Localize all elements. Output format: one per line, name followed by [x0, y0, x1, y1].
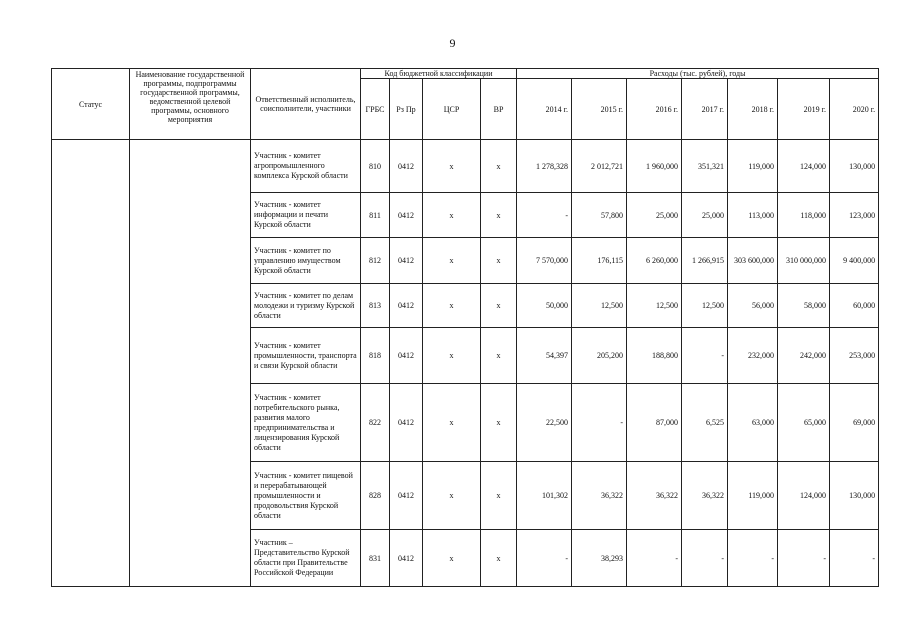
- row-responsible: Участник - комитет пищевой и перерабатывающей промышленности и продовольствия Курской области: [251, 462, 361, 530]
- row-rzpr: 0412: [390, 384, 423, 462]
- row-value-2020: 9 400,000: [830, 238, 879, 284]
- header-responsible: Ответственный исполнитель, соисполнители, участники: [251, 69, 361, 140]
- row-grbs: 813: [361, 284, 390, 328]
- row-value-2016: 36,322: [627, 462, 682, 530]
- row-value-2019: -: [778, 530, 830, 587]
- row-value-2016: -: [627, 530, 682, 587]
- row-value-2014: 1 278,328: [517, 140, 572, 193]
- row-vr: х: [481, 193, 517, 238]
- row-value-2020: 60,000: [830, 284, 879, 328]
- table-header: [52, 69, 879, 140]
- row-value-2015: 36,322: [572, 462, 627, 530]
- row-rzpr: 0412: [390, 193, 423, 238]
- row-value-2014: -: [517, 193, 572, 238]
- header-year-2014: 2014 г.: [517, 79, 572, 140]
- row-value-2015: 38,293: [572, 530, 627, 587]
- row-value-2016: 1 960,000: [627, 140, 682, 193]
- status-cell: [52, 140, 130, 587]
- header-year-2019: 2019 г.: [778, 79, 830, 140]
- row-grbs: 810: [361, 140, 390, 193]
- header-code-group: Код бюджетной классификации: [361, 69, 517, 79]
- header-code-grbs: ГРБС: [361, 79, 390, 140]
- row-value-2020: 123,000: [830, 193, 879, 238]
- row-value-2019: 118,000: [778, 193, 830, 238]
- row-csr: х: [423, 193, 481, 238]
- budget-table: [51, 68, 879, 587]
- row-responsible: Участник - комитет по управлению имуществом Курской области: [251, 238, 361, 284]
- table-body: [52, 140, 879, 587]
- row-value-2015: 176,115: [572, 238, 627, 284]
- row-value-2014: 22,500: [517, 384, 572, 462]
- header-year-2020: 2020 г.: [830, 79, 879, 140]
- row-responsible: Участник - комитет по делам молодежи и туризму Курской области: [251, 284, 361, 328]
- row-grbs: 822: [361, 384, 390, 462]
- row-value-2018: 303 600,000: [728, 238, 778, 284]
- row-value-2017: 12,500: [682, 284, 728, 328]
- header-code-rzpr: Рз Пр: [390, 79, 423, 140]
- row-value-2019: 65,000: [778, 384, 830, 462]
- row-value-2018: -: [728, 530, 778, 587]
- row-value-2019: 242,000: [778, 328, 830, 384]
- row-value-2019: 310 000,000: [778, 238, 830, 284]
- row-vr: х: [481, 530, 517, 587]
- header-year-2016: 2016 г.: [627, 79, 682, 140]
- row-value-2018: 119,000: [728, 462, 778, 530]
- row-vr: х: [481, 328, 517, 384]
- row-rzpr: 0412: [390, 284, 423, 328]
- row-value-2020: 69,000: [830, 384, 879, 462]
- row-value-2015: 2 012,721: [572, 140, 627, 193]
- row-responsible: Участник - комитет потребительского рынка, развития малого предпринимательства и лицензирования Курской области: [251, 384, 361, 462]
- row-rzpr: 0412: [390, 328, 423, 384]
- row-value-2015: 57,800: [572, 193, 627, 238]
- row-value-2020: -: [830, 530, 879, 587]
- row-grbs: 818: [361, 328, 390, 384]
- row-csr: х: [423, 328, 481, 384]
- row-responsible: Участник - комитет агропромышленного комплекса Курской области: [251, 140, 361, 193]
- row-grbs: 812: [361, 238, 390, 284]
- row-value-2015: 205,200: [572, 328, 627, 384]
- page-number: 9: [449, 36, 456, 50]
- row-vr: х: [481, 140, 517, 193]
- row-value-2014: 7 570,000: [517, 238, 572, 284]
- row-value-2019: 58,000: [778, 284, 830, 328]
- row-value-2020: 130,000: [830, 140, 879, 193]
- name-cell: [130, 140, 251, 587]
- row-grbs: 828: [361, 462, 390, 530]
- row-value-2016: 87,000: [627, 384, 682, 462]
- row-csr: х: [423, 530, 481, 587]
- row-csr: х: [423, 238, 481, 284]
- row-value-2017: 1 266,915: [682, 238, 728, 284]
- row-grbs: 811: [361, 193, 390, 238]
- row-rzpr: 0412: [390, 238, 423, 284]
- row-value-2014: 101,302: [517, 462, 572, 530]
- row-value-2020: 130,000: [830, 462, 879, 530]
- header-expense-group: Расходы (тыс. рублей), годы: [517, 69, 879, 79]
- row-responsible: Участник - комитет промышленности, транспорта и связи Курской области: [251, 328, 361, 384]
- table-row: [52, 140, 879, 193]
- row-value-2018: 119,000: [728, 140, 778, 193]
- row-value-2017: 351,321: [682, 140, 728, 193]
- row-value-2017: -: [682, 530, 728, 587]
- row-responsible: Участник - комитет информации и печати Курской области: [251, 193, 361, 238]
- row-responsible: Участник – Представительство Курской области при Правительстве Российской Федерации: [251, 530, 361, 587]
- row-value-2014: 54,397: [517, 328, 572, 384]
- header-status: Статус: [52, 69, 130, 140]
- header-code-csr: ЦСР: [423, 79, 481, 140]
- row-value-2014: -: [517, 530, 572, 587]
- row-rzpr: 0412: [390, 140, 423, 193]
- row-rzpr: 0412: [390, 530, 423, 587]
- row-value-2018: 232,000: [728, 328, 778, 384]
- row-value-2014: 50,000: [517, 284, 572, 328]
- row-rzpr: 0412: [390, 462, 423, 530]
- header-name: Наименование государственной программы, подпрограммы государственной программы, ведомственной целевой программы, основного мероприятия: [130, 69, 251, 140]
- row-value-2019: 124,000: [778, 462, 830, 530]
- row-value-2019: 124,000: [778, 140, 830, 193]
- row-value-2018: 63,000: [728, 384, 778, 462]
- header-year-2018: 2018 г.: [728, 79, 778, 140]
- row-value-2018: 56,000: [728, 284, 778, 328]
- row-value-2017: 25,000: [682, 193, 728, 238]
- row-value-2017: 36,322: [682, 462, 728, 530]
- row-value-2016: 6 260,000: [627, 238, 682, 284]
- row-csr: х: [423, 462, 481, 530]
- row-value-2015: -: [572, 384, 627, 462]
- row-vr: х: [481, 284, 517, 328]
- row-vr: х: [481, 238, 517, 284]
- row-vr: х: [481, 384, 517, 462]
- row-csr: х: [423, 384, 481, 462]
- row-value-2016: 188,800: [627, 328, 682, 384]
- header-year-2015: 2015 г.: [572, 79, 627, 140]
- row-value-2016: 12,500: [627, 284, 682, 328]
- row-csr: х: [423, 284, 481, 328]
- row-vr: х: [481, 462, 517, 530]
- header-year-2017: 2017 г.: [682, 79, 728, 140]
- row-value-2017: -: [682, 328, 728, 384]
- row-value-2016: 25,000: [627, 193, 682, 238]
- row-grbs: 831: [361, 530, 390, 587]
- row-value-2017: 6,525: [682, 384, 728, 462]
- row-csr: х: [423, 140, 481, 193]
- row-value-2018: 113,000: [728, 193, 778, 238]
- row-value-2020: 253,000: [830, 328, 879, 384]
- row-value-2015: 12,500: [572, 284, 627, 328]
- header-code-vr: ВР: [481, 79, 517, 140]
